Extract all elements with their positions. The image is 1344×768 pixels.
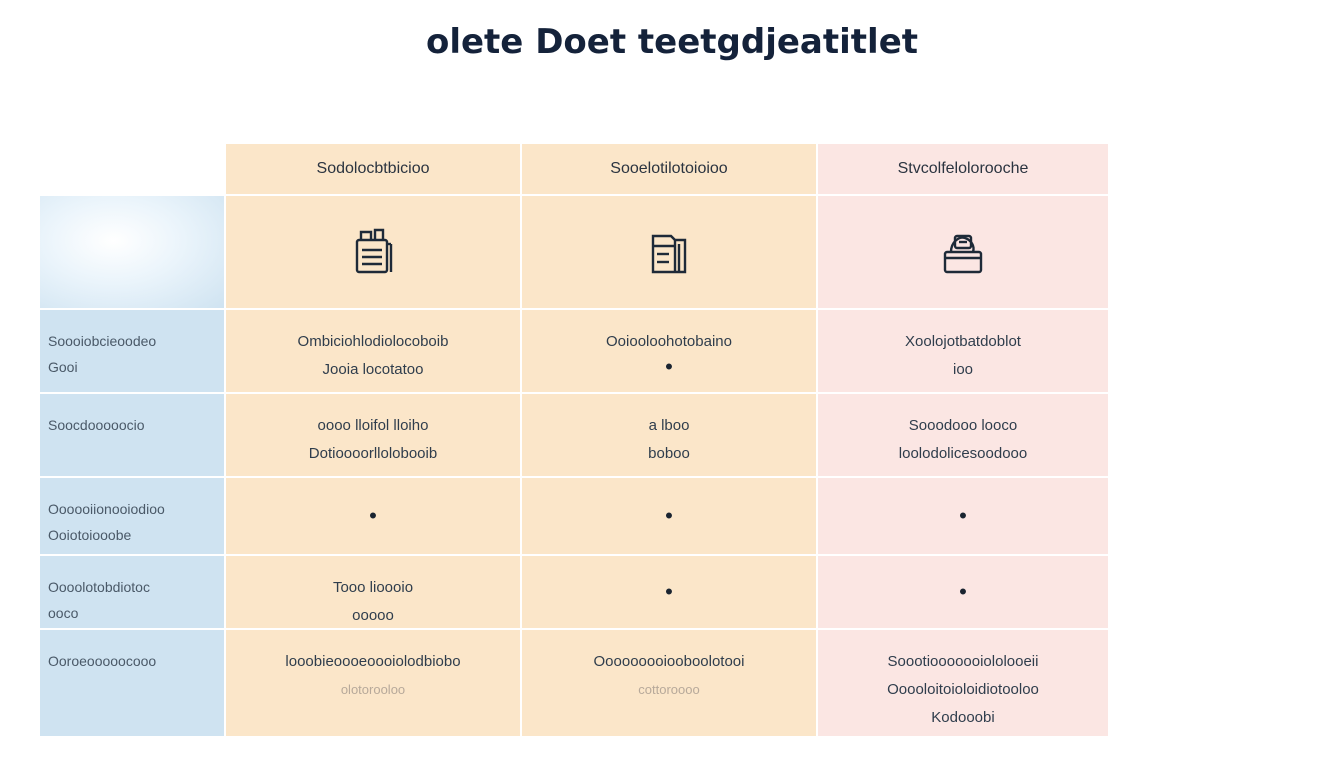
cell-r3-c3 [818, 478, 1110, 556]
cell-r4-c1 [226, 556, 522, 630]
row-header-3-line-2: Ooiotoiooobe [48, 527, 132, 543]
cell-text: Ombiciohlodiolocoboib [297, 333, 449, 350]
cell-text: Xoolojotbatdoblot [905, 333, 1021, 350]
column-header-3: Stvcolfelolorooche [818, 144, 1110, 196]
cell-r5-c2 [522, 630, 818, 738]
row-header-2-line-1: Soocdooooocio [48, 417, 145, 433]
cell-text: ooooo [352, 607, 394, 624]
comparison-table [40, 144, 1110, 738]
folder-document-icon [522, 196, 818, 310]
cell-r1-c2 [522, 310, 818, 394]
cell-r4-c3 [818, 556, 1110, 630]
cell-r2-c3 [818, 394, 1110, 478]
bullet-mark: • [665, 354, 673, 379]
document-stack-icon [226, 196, 522, 310]
row-header-4-line-2: ooco [48, 605, 79, 621]
row-header-3 [40, 478, 226, 556]
cell-text: loolodolicesoodooo [898, 445, 1028, 462]
cell-text: Jooia locotatoo [322, 361, 424, 378]
cell-text: boboo [648, 445, 690, 462]
cell-r3-c2 [522, 478, 818, 556]
bullet-mark: • [665, 503, 673, 528]
bullet-mark: • [369, 503, 377, 528]
bullet-mark: • [665, 579, 673, 604]
cell-text: Ooooloitoioloidiotooloo [887, 681, 1039, 698]
cell-text: Kodooobi [931, 709, 995, 726]
cell-text-faint: cottoroooo [638, 682, 700, 697]
box-package-icon [818, 196, 1110, 310]
row-header-1 [40, 310, 226, 394]
cell-r4-c2 [522, 556, 818, 630]
bullet-mark: • [959, 579, 967, 604]
bullet-mark: • [959, 503, 967, 528]
cell-text-faint: olotorooloo [340, 682, 406, 697]
cell-r2-c1 [226, 394, 522, 478]
cell-r3-c1 [226, 478, 522, 556]
row-header-1-line-2: Gooi [48, 359, 78, 375]
cell-text: ioo [952, 361, 974, 378]
cell-text: looobieoooeoooiolodbiobo [285, 653, 461, 670]
icon-row-header [40, 196, 226, 310]
cell-text: Ooooooooiooboolotooi [593, 653, 745, 670]
row-header-5-line-1: Ooroeooooocooo [48, 653, 157, 669]
row-header-2 [40, 394, 226, 478]
column-header-2: Sooelotilotoioioo [522, 144, 818, 196]
cell-r2-c2 [522, 394, 818, 478]
cell-text: Sooodooo looco [908, 417, 1018, 434]
cell-text: Ooiooloohotobaino [606, 333, 732, 350]
cell-r1-c3 [818, 310, 1110, 394]
column-header-1: Sodolocbtbicioo [226, 144, 522, 196]
corner-cell [40, 144, 226, 196]
row-header-4-line-1: Oooolotobdiotoc [48, 579, 150, 595]
cell-text: a lboo [648, 417, 690, 434]
cell-text: Dotioooorllolobooib [308, 445, 438, 462]
cell-r1-c1 [226, 310, 522, 394]
row-header-4 [40, 556, 226, 630]
cell-text: oooo lloifol lloiho [317, 417, 429, 434]
row-header-5 [40, 630, 226, 738]
cell-r5-c3 [818, 630, 1110, 738]
row-header-3-line-1: Oooooiionooiodioo [48, 501, 165, 517]
cell-r5-c1 [226, 630, 522, 738]
cell-text: Tooo lioooio [332, 579, 414, 596]
row-header-1-line-1: Soooiobcieoodeo [48, 333, 157, 349]
cell-text: Soootiooooooiololooeii [887, 653, 1039, 670]
diagram-title: olete Doet teetgdjeatitlet [425, 22, 919, 62]
